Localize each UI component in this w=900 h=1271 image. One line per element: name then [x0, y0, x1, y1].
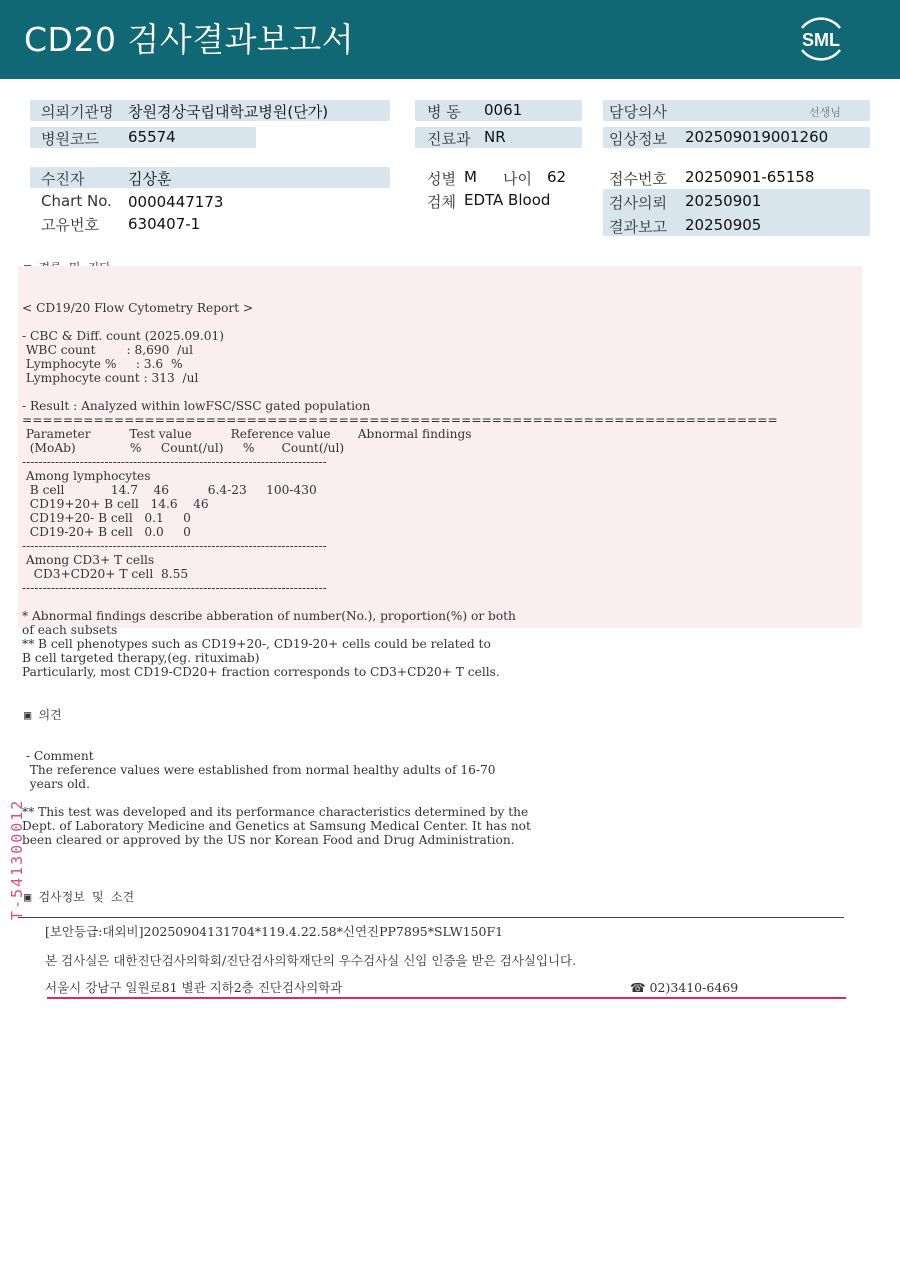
test-info-heading: ▣ 검사정보 및 소견 [24, 890, 135, 904]
chart-no-value: 0000447173 [128, 193, 224, 211]
report-line: CD3+CD20+ T cell 8.55 [33, 567, 189, 581]
report-line: - CBC & Diff. count (2025.09.01) [22, 329, 224, 343]
comment-line: Dept. of Laboratory Medicine and Genetics at Samsung Medical Center. It has not [22, 819, 531, 833]
address-line: 서울시 강남구 일원로81 별관 지하2층 진단검사의학과 [45, 980, 343, 995]
footer-underline [47, 997, 846, 999]
report-date-label: 결과보고 [609, 218, 667, 236]
comment-line: been cleared or approved by the US nor Korean Food and Drug Administration. [22, 833, 515, 847]
doctor-value: 선생님 [809, 106, 841, 119]
report-line: -------------------------------------------------------------------------- [22, 581, 327, 595]
hospital-value: 창원경상국립대학교병원(단가) [128, 103, 329, 121]
report-header [0, 0, 900, 79]
report-line: * Abnormal findings describe abberation of number(No.), proportion(%) or both [22, 609, 516, 623]
report-title: CD20 검사결과보고서 [24, 20, 355, 59]
comment-text [22, 749, 531, 847]
comment-line: The reference values were established from normal healthy adults of 16-70 [29, 763, 496, 777]
report-line: Among CD3+ T cells [25, 553, 155, 567]
patient-value: 김상훈 [128, 170, 172, 188]
department-value: NR [484, 128, 506, 146]
report-line: B cell targeted therapy,(eg. rituximab) [22, 651, 260, 665]
comment-line: - Comment [25, 749, 94, 763]
hospital-code-label: 병원코드 [41, 130, 99, 148]
report-line: Among lymphocytes [25, 469, 151, 483]
clinical-info-value: 202509019001260 [685, 128, 829, 146]
flow-cytometry-report [22, 301, 778, 679]
request-date-label: 검사의뢰 [609, 194, 667, 212]
department-label: 진료과 [427, 130, 471, 148]
ward-value: 0061 [484, 101, 523, 119]
ward-label: 병 동 [427, 103, 461, 121]
report-line: of each subsets [22, 623, 118, 637]
patient-label: 수진자 [41, 170, 85, 188]
report-line: CD19+20+ B cell 14.6 46 [29, 497, 209, 511]
age-label: 나이 [503, 170, 532, 188]
clinical-info-label: 임상정보 [609, 130, 667, 148]
report-line: < CD19/20 Flow Cytometry Report > [22, 301, 254, 315]
opinion-heading: ▣ 의견 [24, 708, 62, 722]
report-line: ========================================================================== [22, 413, 778, 427]
divider [18, 917, 844, 918]
hospital-code-value: 65574 [128, 128, 176, 146]
report-date-value: 20250905 [685, 216, 762, 234]
report-line: B cell 14.7 46 6.4-23 100-430 [29, 483, 317, 497]
logo-text: SML [802, 30, 840, 50]
specimen-label: 검체 [427, 193, 456, 211]
unique-no-value: 630407-1 [128, 215, 201, 233]
specimen-stamp: T-541300012 [8, 798, 26, 920]
report-line: Lymphocyte count : 313 /ul [25, 371, 199, 385]
report-line: WBC count : 8,690 /ul [25, 343, 194, 357]
sex-label: 성별 [427, 170, 456, 188]
sex-value: M [464, 168, 477, 186]
unique-no-label: 고유번호 [41, 216, 99, 234]
report-line: CD19+20- B cell 0.1 0 [29, 511, 191, 525]
comment-line: years old. [29, 777, 90, 791]
hospital-label: 의뢰기관명 [41, 103, 114, 121]
receipt-no-value: 20250901-65158 [685, 168, 815, 186]
doctor-label: 담당의사 [609, 103, 667, 121]
age-value: 62 [547, 168, 567, 186]
phone-line: ☎ 02)3410-6469 [630, 980, 739, 995]
specimen-value: EDTA Blood [464, 191, 551, 209]
certification-line: 본 검사실은 대한진단검사의학회/진단검사의학재단의 우수검사실 신임 인증을 받은 검사실입니다. [45, 953, 577, 968]
report-line: Particularly, most CD19-CD20+ fraction corresponds to CD3+CD20+ T cells. [22, 665, 500, 679]
request-date-value: 20250901 [685, 192, 762, 210]
report-line: Parameter Test value Reference value Abnormal findings [25, 427, 472, 441]
sml-logo-icon [790, 10, 852, 68]
receipt-no-label: 접수번호 [609, 170, 667, 188]
report-line: -------------------------------------------------------------------------- [22, 455, 327, 469]
report-line: - Result : Analyzed within lowFSC/SSC gated population [22, 399, 371, 413]
report-line: ** B cell phenotypes such as CD19+20-, CD19-20+ cells could be related to [22, 637, 491, 651]
report-line: Lymphocyte % : 3.6 % [25, 357, 183, 371]
security-line: [보안등급:대외비]20250904131704*119.4.22.58*신연진PP7895*SLW150F1 [45, 924, 504, 939]
comment-line: ** This test was developed and its performance characteristics determined by the [22, 805, 529, 819]
report-line: CD19-20+ B cell 0.0 0 [29, 525, 191, 539]
report-line: -------------------------------------------------------------------------- [22, 539, 327, 553]
report-line: (MoAb) % Count(/ul) % Count(/ul) [29, 441, 345, 455]
chart-no-label: Chart No. [41, 192, 112, 210]
